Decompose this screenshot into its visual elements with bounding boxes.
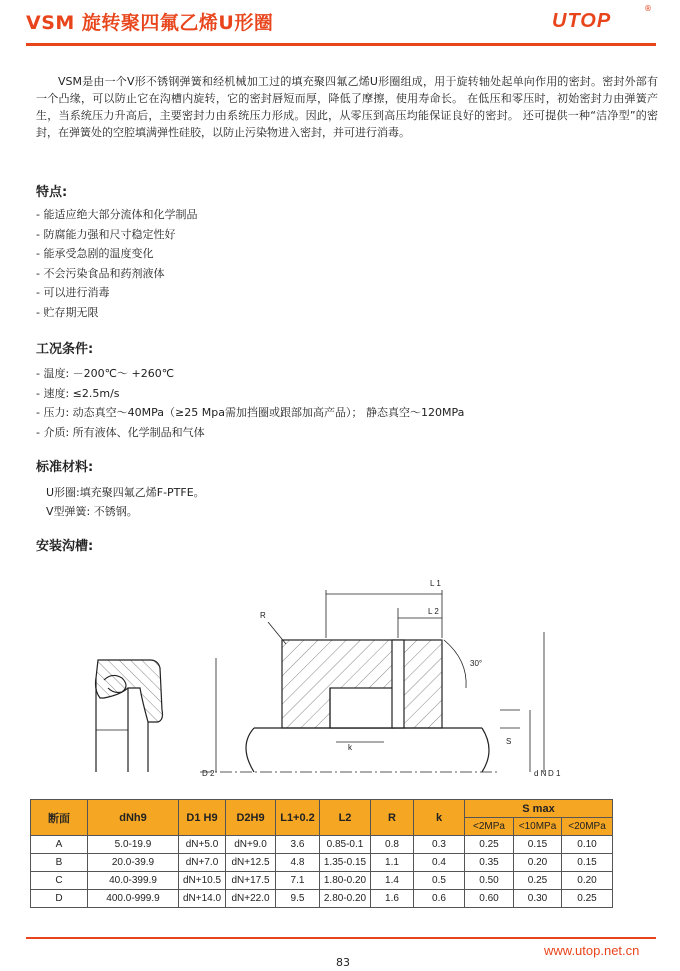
table-cell: 0.6 (414, 890, 465, 908)
list-item: - 温度: －200℃～ +260℃ (36, 364, 464, 384)
list-item: - 介质: 所有液体、化学制品和气体 (36, 423, 464, 443)
label-S: S (506, 737, 512, 746)
header-section: 断面 (31, 800, 88, 836)
table-cell: 0.25 (562, 890, 613, 908)
table-cell: 0.50 (465, 872, 514, 890)
table-cell: dN+9.0 (226, 836, 276, 854)
header-smax: S max (465, 800, 613, 818)
header-k: k (414, 800, 465, 836)
table-cell: 7.1 (276, 872, 320, 890)
header-dn: dNh9 (88, 800, 179, 836)
list-item: - 能适应绝大部分流体和化学制品 (36, 205, 197, 225)
footer-rule (26, 937, 656, 939)
table-cell: A (31, 836, 88, 854)
list-item: - 速度: ≤2.5m/s (36, 384, 464, 404)
table-cell: 0.20 (562, 872, 613, 890)
dimension-table (30, 799, 613, 908)
table-cell: 1.1 (371, 854, 414, 872)
table-cell: 0.15 (562, 854, 613, 872)
header-l2: L2 (320, 800, 371, 836)
list-item: - 可以进行消毒 (36, 283, 197, 303)
table-row (31, 872, 613, 890)
table-cell: dN+17.5 (226, 872, 276, 890)
table-cell: 0.8 (371, 836, 414, 854)
table-row (31, 836, 613, 854)
intro-paragraph: VSM是由一个V形不锈钢弹簧和经机械加工过的填充聚四氟乙烯U形圈组成，用于旋转轴处起单向作用的密封。密封外部有一个凸缘，可以防止它在沟槽内旋转，它的密封唇短而厚，降低了摩擦，使用寿命长。 在低压和零压时，初始密封力由弹簧产生，当系统压力升高后，主要密封力由系统压力形成。因此，从零压到高压均能保证良好的密封。 还可提供一种“洁净型”的密封，在弹簧处的空腔填满弹性硅胶，以防止污染物进入密封，并可进行消毒。 (36, 75, 658, 139)
list-item: - 压力: 动态真空～40MPa（≥25 Mpa需加挡圈或跟部加高产品）； 静态真空～120MPa (36, 403, 464, 423)
table-cell: 5.0-19.9 (88, 836, 179, 854)
list-item: - 不会污染食品和药剂液体 (36, 264, 197, 284)
label-D1: D 1 (548, 769, 561, 778)
registered-mark: ® (644, 4, 652, 13)
features-list (36, 205, 197, 322)
table-cell: 0.5 (414, 872, 465, 890)
list-item: - 贮存期无限 (36, 303, 197, 323)
page-number: 83 (336, 956, 350, 969)
table-cell: 0.25 (514, 872, 562, 890)
header-d2: D2H9 (226, 800, 276, 836)
table-cell: 1.4 (371, 872, 414, 890)
label-angle: 30° (470, 659, 483, 668)
table-cell: 0.15 (514, 836, 562, 854)
table-cell: 0.35 (465, 854, 514, 872)
utop-logo (552, 4, 652, 40)
table-cell: dN+14.0 (179, 890, 226, 908)
seal-profile (96, 660, 163, 772)
table-cell: 40.0-399.9 (88, 872, 179, 890)
table-cell: 1.35-0.15 (320, 854, 371, 872)
table-cell: D (31, 890, 88, 908)
label-L2: L 2 (428, 607, 439, 616)
conditions-list (36, 364, 464, 442)
table-cell: 4.8 (276, 854, 320, 872)
label-D2: D 2 (202, 769, 215, 778)
table-cell: dN+7.0 (179, 854, 226, 872)
header-smax-20mpa: <20MPa (562, 818, 613, 836)
header-smax-10mpa: <10MPa (514, 818, 562, 836)
table-cell: 3.6 (276, 836, 320, 854)
table-cell: 0.20 (514, 854, 562, 872)
table-cell: 0.4 (414, 854, 465, 872)
materials-heading: 标准材料: (36, 460, 94, 475)
website-url: www.utop.net.cn (544, 943, 640, 958)
logo-text: UTOP (552, 10, 612, 32)
table-cell: 0.3 (414, 836, 465, 854)
table-cell: 9.5 (276, 890, 320, 908)
table-cell: dN+5.0 (179, 836, 226, 854)
table-cell: 0.10 (562, 836, 613, 854)
table-cell: 20.0-39.9 (88, 854, 179, 872)
groove-drawing (30, 560, 650, 792)
list-item: - 防腐能力强和尺寸稳定性好 (36, 225, 197, 245)
table-cell: 0.85-0.1 (320, 836, 371, 854)
table-cell: dN+22.0 (226, 890, 276, 908)
header-d1: D1 H9 (179, 800, 226, 836)
material-item: U形圈:填充聚四氟乙烯F-PTFE。 (46, 486, 205, 499)
groove-heading: 安装沟槽: (36, 539, 94, 554)
label-R: R (260, 611, 266, 620)
label-L1: L 1 (430, 579, 441, 588)
header-r: R (371, 800, 414, 836)
header-smax-2mpa: <2MPa (465, 818, 514, 836)
table-row (31, 890, 613, 908)
material-item: V型弹簧: 不锈钢。 (46, 505, 138, 518)
table-cell: dN+12.5 (226, 854, 276, 872)
header-l1: L1+0.2 (276, 800, 320, 836)
conditions-heading: 工况条件: (36, 342, 94, 357)
header-rule (26, 43, 656, 46)
table-cell: 0.25 (465, 836, 514, 854)
table-cell: C (31, 872, 88, 890)
list-item: - 能承受急剧的温度变化 (36, 244, 197, 264)
table-cell: 0.60 (465, 890, 514, 908)
features-heading: 特点: (36, 185, 68, 200)
page-title: VSM 旋转聚四氟乙烯U形圈 (26, 12, 274, 34)
table-row (31, 854, 613, 872)
table-cell: B (31, 854, 88, 872)
table-cell: 400.0-999.9 (88, 890, 179, 908)
table-cell: 0.30 (514, 890, 562, 908)
housing (282, 640, 442, 728)
label-k: k (348, 743, 352, 752)
table-cell: 1.6 (371, 890, 414, 908)
table-cell: 2.80-0.20 (320, 890, 371, 908)
table-cell: dN+10.5 (179, 872, 226, 890)
label-dN: d N (534, 769, 547, 778)
table-cell: 1.80-0.20 (320, 872, 371, 890)
